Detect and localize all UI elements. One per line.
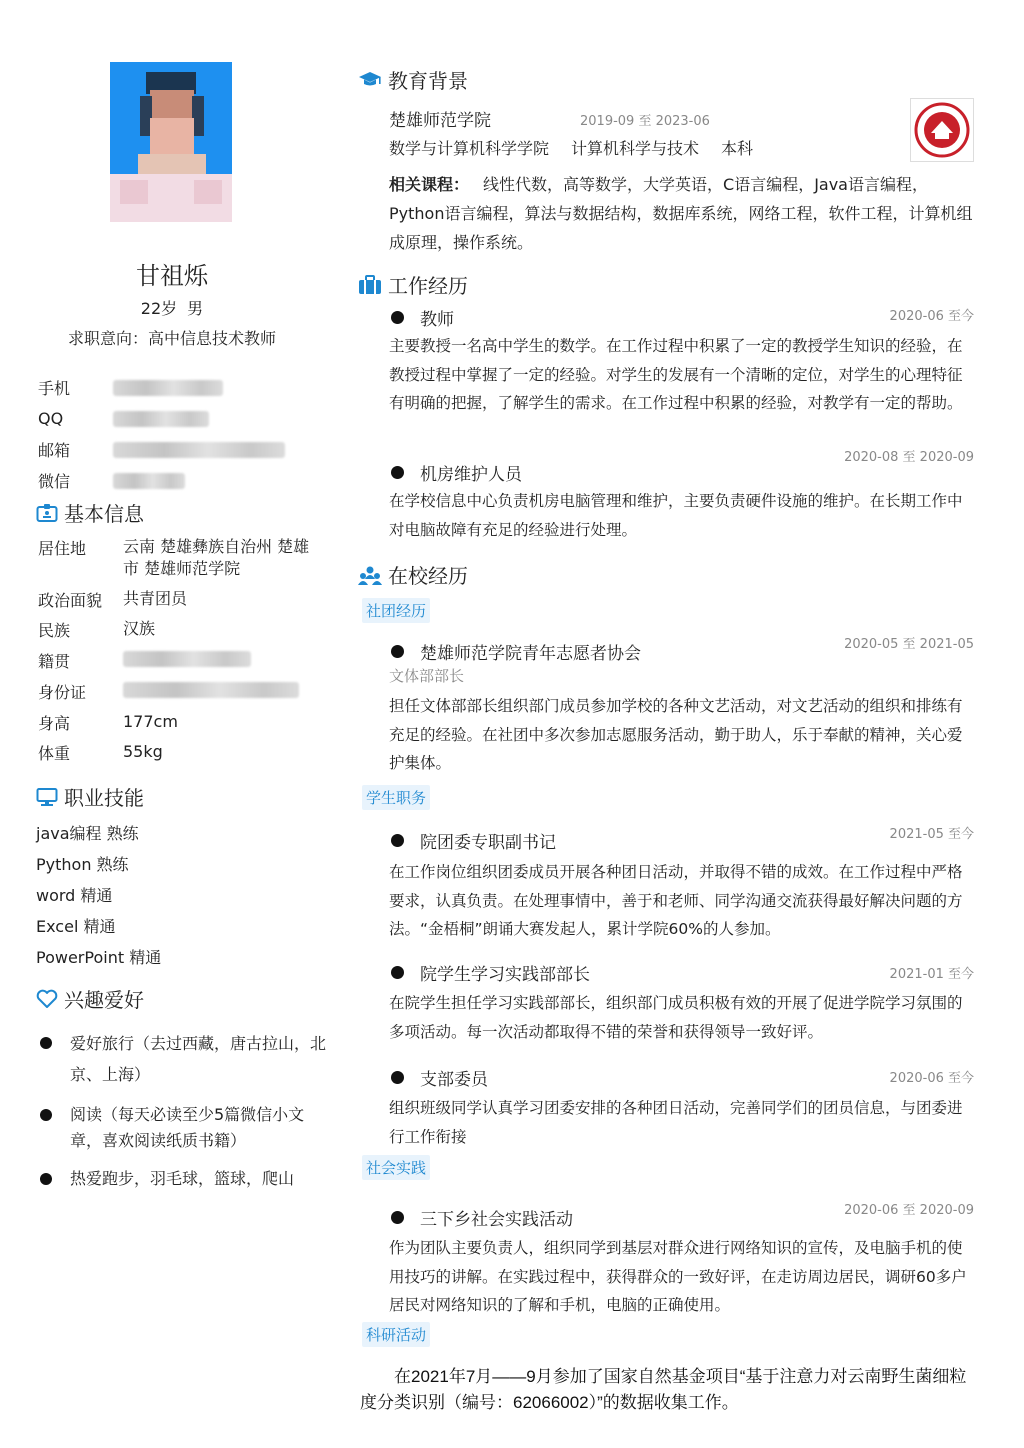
duty-desc: 在院学生担任学习实践部部长，组织部门成员积极有效的开展了促进学院学习氛围的多项活动。每一次活动都取得不错的荣誉和获得领导一致好评。 — [389, 994, 963, 1041]
duty-desc: 组织班级同学认真学习团委安排的各种团日活动，完善同学们的团员信息，与团委进行工作衔接 — [389, 1099, 963, 1146]
hobbies-list — [38, 1028, 328, 1204]
work-item-date: 2020-06 至今 — [889, 309, 974, 324]
info-label: 身高 — [38, 714, 71, 733]
school-name: 楚雄师范学院 — [389, 111, 491, 131]
people-icon — [358, 565, 382, 585]
info-value: 177cm — [123, 712, 178, 731]
duty-date: 2020-06 至今 — [889, 1071, 974, 1086]
college: 数学与计算机科学学院 — [389, 139, 550, 158]
work-item-date: 2020-08 至 2020-09 — [844, 450, 974, 465]
work-heading — [358, 270, 468, 299]
section-title: 职业技能 — [64, 786, 144, 810]
club-role: 文体部部长 — [389, 667, 465, 685]
section-title: 在校经历 — [388, 564, 468, 588]
hobby-item: 热爱跑步，羽毛球，篮球，爬山 — [38, 1166, 328, 1192]
duty-title: 院学生学习实践部部长 — [389, 960, 590, 985]
club-title: 楚雄师范学院青年志愿者协会 — [389, 639, 641, 664]
age-gender — [30, 296, 314, 319]
info-label: 民族 — [38, 621, 71, 640]
work-item-title: 机房维护人员 — [389, 460, 522, 485]
info-value: 共青团员 — [123, 589, 188, 608]
info-row-native-place — [38, 649, 318, 680]
redacted-value — [123, 651, 251, 667]
graduation-cap-icon — [358, 70, 382, 90]
candidate-name: 甘祖烁 — [136, 262, 208, 290]
duty-title: 支部委员 — [389, 1065, 488, 1090]
redacted-value — [113, 411, 209, 427]
skills-heading — [36, 782, 144, 811]
age: 22岁 — [140, 299, 178, 318]
contact-row-email — [38, 434, 308, 465]
redacted-value — [123, 682, 299, 698]
heart-icon — [36, 989, 58, 1009]
monitor-icon — [36, 787, 58, 807]
major: 计算机科学与技术 — [571, 139, 700, 158]
section-title: 基本信息 — [64, 502, 144, 526]
redacted-value — [113, 473, 185, 489]
duty-title: 院团委专职副书记 — [389, 828, 556, 853]
section-title: 工作经历 — [388, 274, 468, 298]
info-value: 云南 楚雄彝族自治州 楚雄市 楚雄师范学院 — [123, 537, 310, 578]
tag-social-practice: 社会实践 — [362, 1155, 430, 1180]
tag-research: 科研活动 — [362, 1322, 430, 1347]
contact-row-phone — [38, 372, 308, 403]
section-title: 教育背景 — [388, 69, 468, 93]
research-desc: 在2021年7月——9月参加了国家自然基金项目“基于注意力对云南野生菌细粒度分类识别（编号：62066002）”的数据收集工作。 — [360, 1367, 967, 1412]
info-row-ethnicity — [38, 618, 318, 649]
info-label: 身份证 — [38, 683, 87, 702]
contact-label: 手机 — [38, 379, 71, 398]
work-item-desc: 在学校信息中心负责机房电脑管理和维护，主要负责硬件设施的维护。在长期工作中对电脑故障有充足的经验进行处理。 — [389, 492, 963, 539]
info-row-height — [38, 711, 318, 741]
contact-label: 邮箱 — [38, 441, 71, 460]
skill-item: Python 熟练 — [36, 855, 129, 874]
basic-info-heading — [36, 498, 144, 527]
courses-label: 相关课程： — [389, 175, 470, 194]
info-row-id-number — [38, 680, 318, 711]
club-desc: 担任文体部部长组织部门成员参加学校的各种文艺活动，对文艺活动的组织和排练有充足的经验。在社团中多次参加志愿服务活动，勤于助人，乐于奉献的精神，关心爱护集体。 — [389, 697, 963, 772]
education-heading — [358, 65, 468, 94]
duty-date: 2021-01 至今 — [889, 967, 974, 982]
job-intent: 求职意向：高中信息技术教师 — [67, 329, 276, 348]
tag-club: 社团经历 — [362, 598, 430, 623]
basic-info-list — [38, 536, 318, 771]
avatar — [110, 62, 232, 222]
skill-item: word 精通 — [36, 886, 113, 905]
work-item-title: 教师 — [389, 305, 454, 330]
club-date: 2020-05 至 2021-05 — [844, 637, 974, 652]
school-logo — [910, 98, 974, 162]
contact-label: QQ — [38, 409, 64, 428]
info-row-address — [38, 536, 318, 588]
skill-item: java编程 熟练 — [36, 824, 139, 843]
duty-desc: 在工作岗位组织团委成员开展各种团日活动，并取得不错的成效。在工作过程中严格要求，认真负责。在处理事情中，善于和老师、同学沟通交流获得最好解决问题的方法。“金梧桐”朗诵大赛发起人，累计学院60%的人参加。 — [389, 863, 963, 938]
hobbies-heading — [36, 984, 144, 1013]
contact-row-qq — [38, 403, 308, 434]
hobby-item: 阅读（每天必读至少5篇微信小文章，喜欢阅读纸质书籍） — [38, 1102, 328, 1154]
tag-student-duty: 学生职务 — [362, 785, 430, 810]
info-label: 体重 — [38, 744, 71, 763]
info-label: 政治面貌 — [38, 591, 103, 610]
skills-list — [36, 818, 161, 973]
education-details — [389, 136, 775, 159]
id-card-icon — [36, 503, 58, 523]
work-item-desc: 主要教授一名高中学生的数学。在工作过程中积累了一定的教授学生知识的经验，在教授过程中掌握了一定的经验。对学生的发展有一个清晰的定位，对学生的心理特征有明确的把握，了解学生的需求。在工作过程中积累的经验，对教学有一定的帮助。 — [389, 337, 963, 412]
gender: 男 — [187, 299, 204, 318]
practice-title: 三下乡社会实践活动 — [389, 1205, 573, 1230]
duty-date: 2021-05 至今 — [889, 827, 974, 842]
hobby-item: 爱好旅行（去过西藏，唐古拉山，北京、上海） — [38, 1028, 328, 1090]
related-courses — [389, 170, 974, 257]
redacted-value — [113, 442, 285, 458]
info-row-weight — [38, 741, 318, 771]
redacted-value — [113, 380, 223, 396]
section-title: 兴趣爱好 — [64, 988, 144, 1012]
contact-list — [38, 372, 308, 496]
contact-label: 微信 — [38, 472, 71, 491]
degree: 本科 — [721, 139, 754, 158]
contact-row-wechat — [38, 465, 308, 496]
info-value: 汉族 — [123, 619, 156, 638]
education-date: 2019-09 至 2023-06 — [580, 114, 710, 129]
skill-item: PowerPoint 精通 — [36, 948, 162, 967]
practice-desc: 作为团队主要负责人，组织同学到基层对群众进行网络知识的宣传，及电脑手机的使用技巧的讲解。在实践过程中，获得群众的一致好评，在走访周边居民，调研60多户居民对网络知识的了解和手机，电脑的正确使用。 — [389, 1239, 967, 1314]
info-value: 55kg — [123, 742, 163, 761]
campus-heading — [358, 560, 468, 589]
practice-date: 2020-06 至 2020-09 — [844, 1203, 974, 1218]
skill-item: Excel 精通 — [36, 917, 116, 936]
info-row-political — [38, 588, 318, 618]
briefcase-icon — [358, 275, 382, 295]
info-label: 居住地 — [38, 539, 87, 558]
courses-text: 线性代数，高等数学，大学英语，C语言编程，Java语言编程，Python语言编程，算法与数据结构，数据库系统，网络工程，软件工程，计算机组成原理，操作系统。 — [389, 175, 973, 252]
info-label: 籍贯 — [38, 652, 71, 671]
